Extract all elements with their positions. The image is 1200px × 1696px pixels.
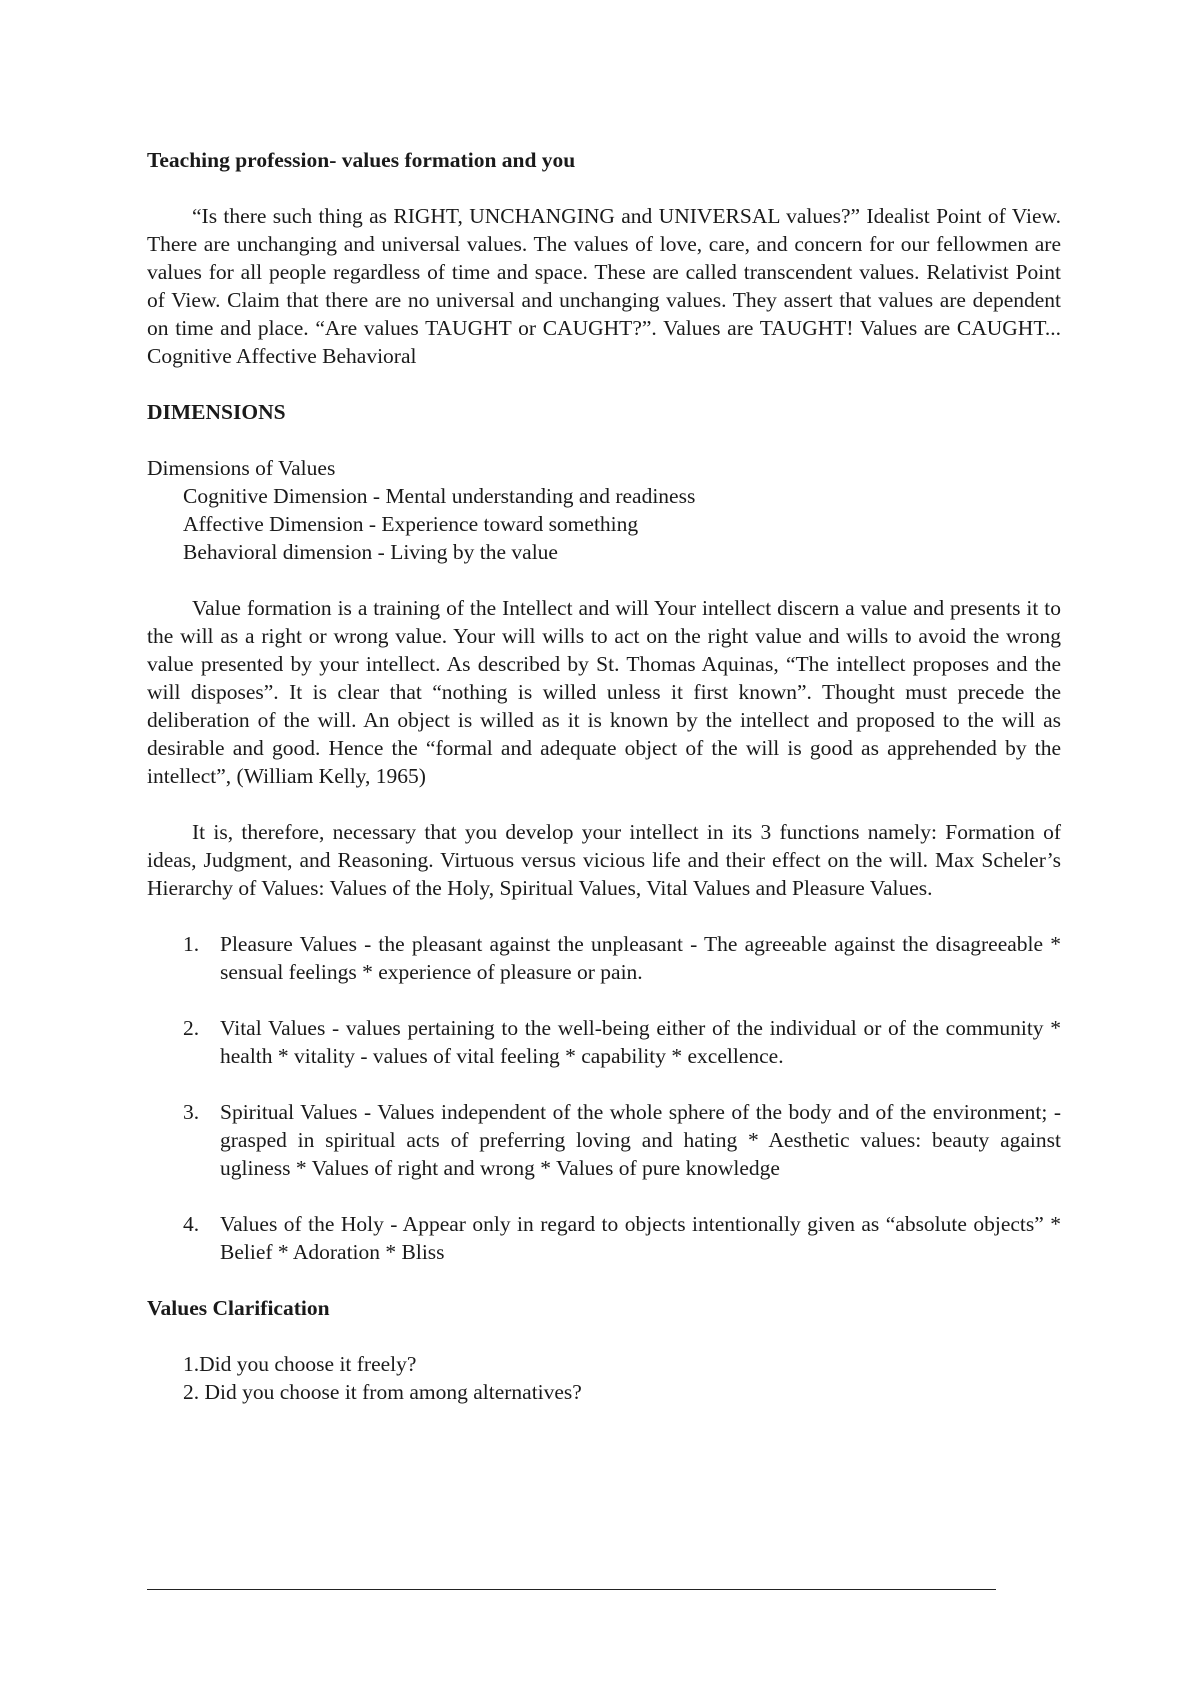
- intro-paragraph: “Is there such thing as RIGHT, UNCHANGING and UNIVERSAL values?” Idealist Point of View. There are unchanging and universal values. The values of love, care, and concern for our fellowmen are values for all people regardless of time and space. These are called transcendent values. Relativist Point of View. Claim that there are no universal and unchanging values. They assert that values are dependent on time and place. “Are values TAUGHT or CAUGHT?”. Values are TAUGHT! Values are CAUGHT... Cognitive Affective Behavioral: [147, 204, 1061, 368]
- list-item: [147, 1210, 1061, 1266]
- hierarchy-list: [147, 930, 1061, 1266]
- list-item: [147, 1098, 1061, 1182]
- dimension-item: Cognitive Dimension - Mental understanding and readiness: [183, 484, 696, 508]
- clarification-item: 1.Did you choose it freely?: [183, 1352, 417, 1376]
- footer-divider: [147, 1589, 996, 1590]
- list-item-text: Vital Values - values pertaining to the well-being either of the individual or of the community * health * vitality - values of vital feeling * capability * excellence.: [220, 1016, 1061, 1068]
- list-item-text: Pleasure Values - the pleasant against the unpleasant - The agreeable against the disagreeable * sensual feelings * experience of pleasure or pain.: [220, 932, 1061, 984]
- list-number: 2.: [183, 1016, 200, 1040]
- document-title: Teaching profession- values formation and you: [147, 148, 576, 172]
- formation-paragraph: Value formation is a training of the Intellect and will Your intellect discern a value and presents it to the will as a right or wrong value. Your will wills to act on the right value and wills to avoid the wrong value presented by your intellect. As described by St. Thomas Aquinas, “The intellect proposes and the will disposes”. It is clear that “nothing is willed unless it first known”. Thought must precede the deliberation of the will. An object is willed as it is known by the intellect and proposed to the will as desirable and good. Hence the “formal and adequate object of the will is good as apprehended by the intellect”, (William Kelly, 1965): [147, 596, 1061, 788]
- list-item: [147, 930, 1061, 986]
- list-item: [147, 1014, 1061, 1070]
- clarification-item: 2. Did you choose it from among alternatives?: [183, 1380, 582, 1404]
- list-number: 3.: [183, 1100, 200, 1124]
- intellect-paragraph: It is, therefore, necessary that you develop your intellect in its 3 functions namely: Formation of ideas, Judgment, and Reasoning. Virtuous versus vicious life and their effect on the will. Max Scheler’s Hierarchy of Values: Values of the Holy, Spiritual Values, Vital Values and Pleasure Values.: [147, 820, 1061, 900]
- list-number: 4.: [183, 1212, 200, 1236]
- dimensions-heading: DIMENSIONS: [147, 400, 286, 424]
- clarification-heading: Values Clarification: [147, 1296, 330, 1320]
- document-page: [147, 146, 1061, 1406]
- dimensions-title: Dimensions of Values: [147, 456, 336, 480]
- list-number: 1.: [183, 932, 200, 956]
- dimension-item: Affective Dimension - Experience toward something: [183, 512, 639, 536]
- list-item-text: Values of the Holy - Appear only in regard to objects intentionally given as “absolute objects” * Belief * Adoration * Bliss: [220, 1212, 1061, 1264]
- list-item-text: Spiritual Values - Values independent of the whole sphere of the body and of the environment; - grasped in spiritual acts of preferring loving and hating * Aesthetic values: beauty against ugliness * Values of right and wrong * Values of pure knowledge: [220, 1100, 1061, 1180]
- dimension-item: Behavioral dimension - Living by the value: [183, 540, 558, 564]
